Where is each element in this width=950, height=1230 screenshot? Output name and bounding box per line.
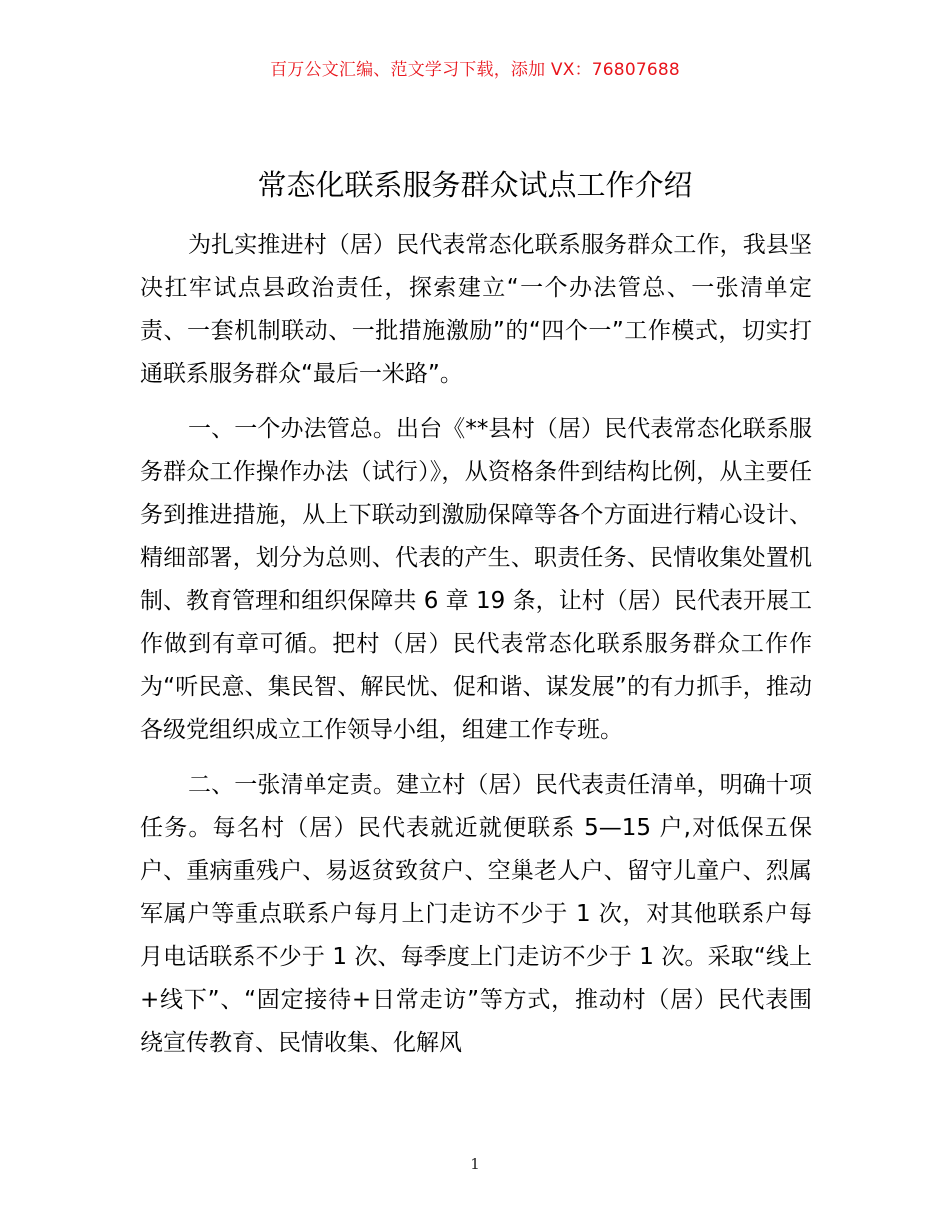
paragraph-intro: 为扎实推进村（居）民代表常态化联系服务群众工作，我县坚决扛牢试点县政治责任，探索建立“一个办法管总、一张清单定责、一套机制联动、一批措施激励”的“四个一”工作模式，切实打通联系服务群众“最后一米路”。 [140, 232, 812, 387]
document-title: 常态化联系服务群众试点工作介绍 [257, 168, 693, 202]
paragraph-section-2: 二、一张清单定责。建立村（居）民代表责任清单，明确十项任务。每名村（居）民代表就近就便联系 5—15 户,对低保五保户、重病重残户、易返贫致贫户、空巢老人户、留守儿童户、烈属军属户等重点联系户每月上门走访不少于 1 次，对其他联系户每月电话联系不少于 1 次、每季度上门走访不少于 1 次。采取“线上+线下”、“固定接待+日常走访”等方式，推动村（居）民代表围绕宣传教育、民情收集、化解风 [140, 772, 812, 1056]
page-number: 1 [470, 1155, 480, 1173]
document-body [140, 224, 812, 1077]
header-banner: 百万公文汇编、范文学习下载，添加 VX：76807688 [270, 60, 680, 80]
paragraph-section-1: 一、一个办法管总。出台《**县村（居）民代表常态化联系服务群众工作操作办法（试行）》，从资格条件到结构比例，从主要任务到推进措施，从上下联动到激励保障等各个方面进行精心设计、精细部署，划分为总则、代表的产生、职责任务、民情收集处置机制、教育管理和组织保障共 6 章 19 条，让村（居）民代表开展工作做到有章可循。把村（居）民代表常态化联系服务群众工作作为“听民意、集民智、解民忧、促和谐、谋发展”的有力抓手，推动各级党组织成立工作领导小组，组建工作专班。 [140, 416, 812, 743]
